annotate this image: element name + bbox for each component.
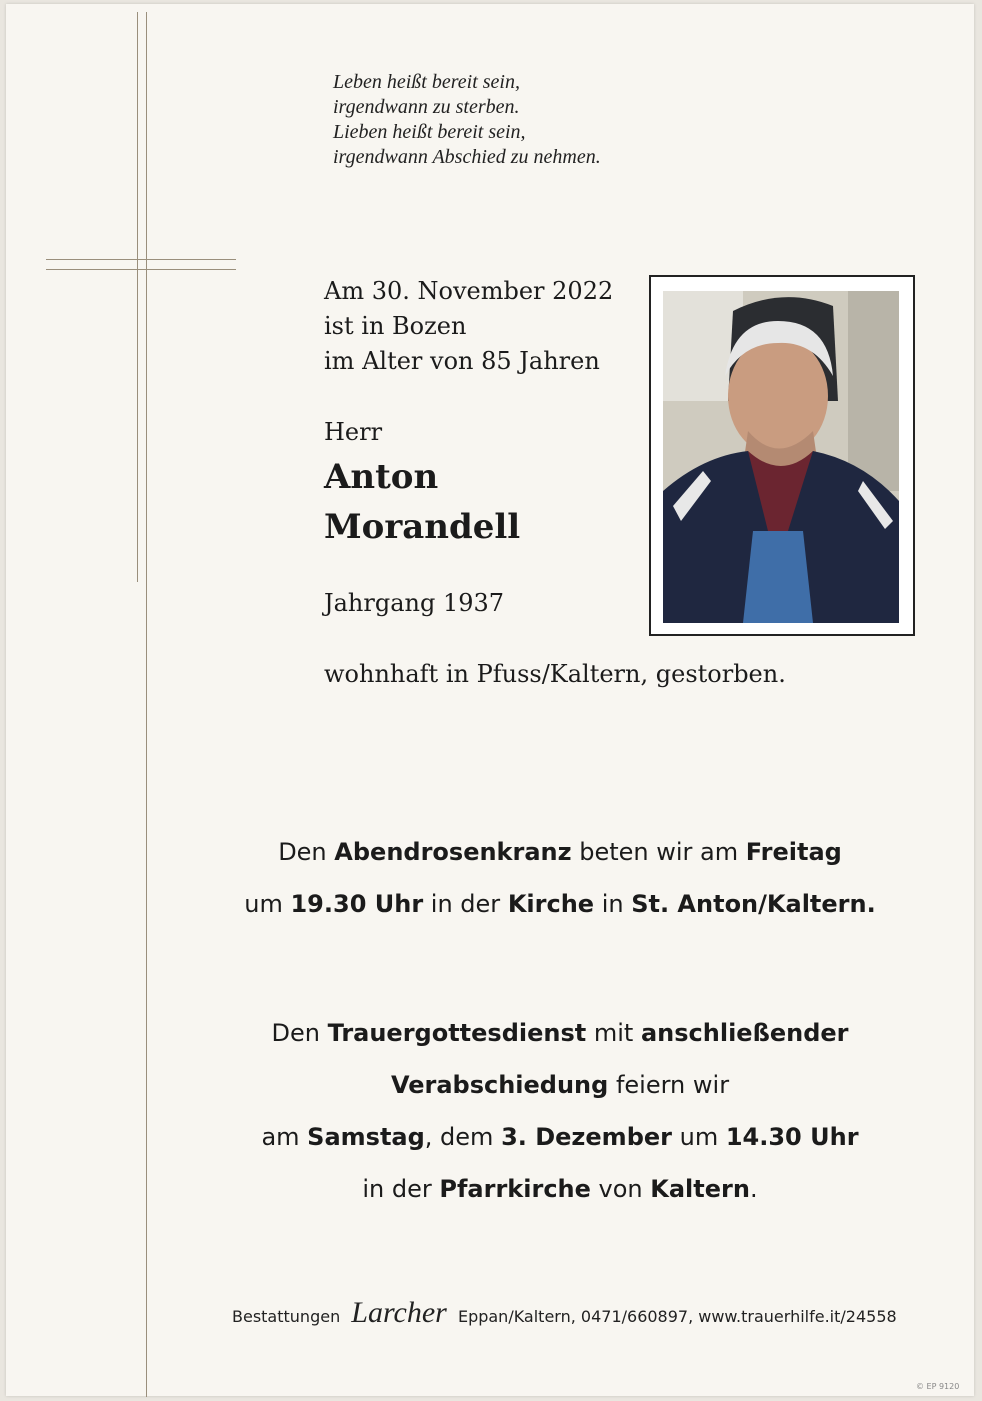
text: in — [594, 890, 632, 918]
bold-text: Pfarrkirche — [439, 1175, 591, 1203]
portrait-frame — [649, 275, 915, 636]
poem-line: irgendwann zu sterben. — [333, 96, 520, 118]
birth-year: Jahrgang 1937 — [324, 589, 505, 617]
text: mit — [586, 1019, 641, 1047]
first-name: Anton — [324, 457, 439, 497]
footer-contact: Eppan/Kaltern, 0471/660897, www.trauerhilfe.it/24558 — [457, 1307, 897, 1326]
bold-text: 19.30 Uhr — [290, 890, 424, 918]
intro-line: ist in Bozen — [324, 312, 467, 340]
footer-prefix: Bestattungen — [232, 1307, 341, 1326]
service-line — [146, 1163, 974, 1215]
rosary-announcement — [146, 826, 974, 930]
print-mark: © EP 9120 — [916, 1382, 960, 1391]
residence: wohnhaft in Pfuss/Kaltern, gestorben. — [324, 660, 786, 688]
portrait-photo — [663, 291, 899, 623]
text: um — [671, 1123, 726, 1151]
bold-text: Abendrosenkranz — [334, 838, 572, 866]
cross-line — [46, 269, 236, 270]
service-line — [146, 1111, 974, 1163]
rosary-line — [146, 826, 974, 878]
bold-text: Kirche — [507, 890, 595, 918]
bold-text: Verabschiedung — [390, 1071, 609, 1099]
bold-text: Samstag — [307, 1123, 425, 1151]
text: Den — [271, 1019, 328, 1047]
bold-text: Freitag — [745, 838, 842, 866]
bold-text: anschließender — [640, 1019, 849, 1047]
poem — [333, 70, 601, 170]
intro-line: Am 30. November 2022 — [324, 277, 614, 305]
bold-text: St. Anton/Kaltern. — [631, 890, 876, 918]
bold-text: Kaltern — [650, 1175, 750, 1203]
cross-line — [46, 259, 236, 260]
last-name: Morandell — [324, 507, 521, 547]
service-line — [146, 1007, 974, 1059]
text: feiern wir — [608, 1071, 730, 1099]
poem-line: Lieben heißt bereit sein, — [333, 121, 526, 143]
cross-line — [137, 12, 138, 582]
text: Den — [278, 838, 335, 866]
bold-text: Trauergottesdienst — [327, 1019, 587, 1047]
rosary-line — [146, 878, 974, 930]
service-line — [146, 1059, 974, 1111]
text: in der — [423, 890, 508, 918]
poem-line: Leben heißt bereit sein, — [333, 71, 520, 93]
text: um — [244, 890, 291, 918]
funeral-home-logo: Larcher — [351, 1296, 447, 1329]
funeral-home-footer — [232, 1296, 897, 1330]
obituary-page — [6, 4, 974, 1396]
death-notice — [324, 274, 613, 379]
funeral-service-announcement — [146, 1007, 974, 1215]
bold-text: 14.30 Uhr — [725, 1123, 859, 1151]
text: beten wir am — [571, 838, 746, 866]
text: , dem — [424, 1123, 502, 1151]
salutation: Herr — [324, 418, 383, 446]
intro-line: im Alter von 85 Jahren — [324, 347, 600, 375]
poem-line: irgendwann Abschied zu nehmen. — [333, 146, 601, 168]
portrait-illustration — [663, 291, 899, 623]
text: . — [749, 1175, 758, 1203]
text: am — [261, 1123, 308, 1151]
bold-text: 3. Dezember — [501, 1123, 672, 1151]
text: in der — [362, 1175, 440, 1203]
text: von — [590, 1175, 651, 1203]
deceased-name — [324, 452, 520, 552]
